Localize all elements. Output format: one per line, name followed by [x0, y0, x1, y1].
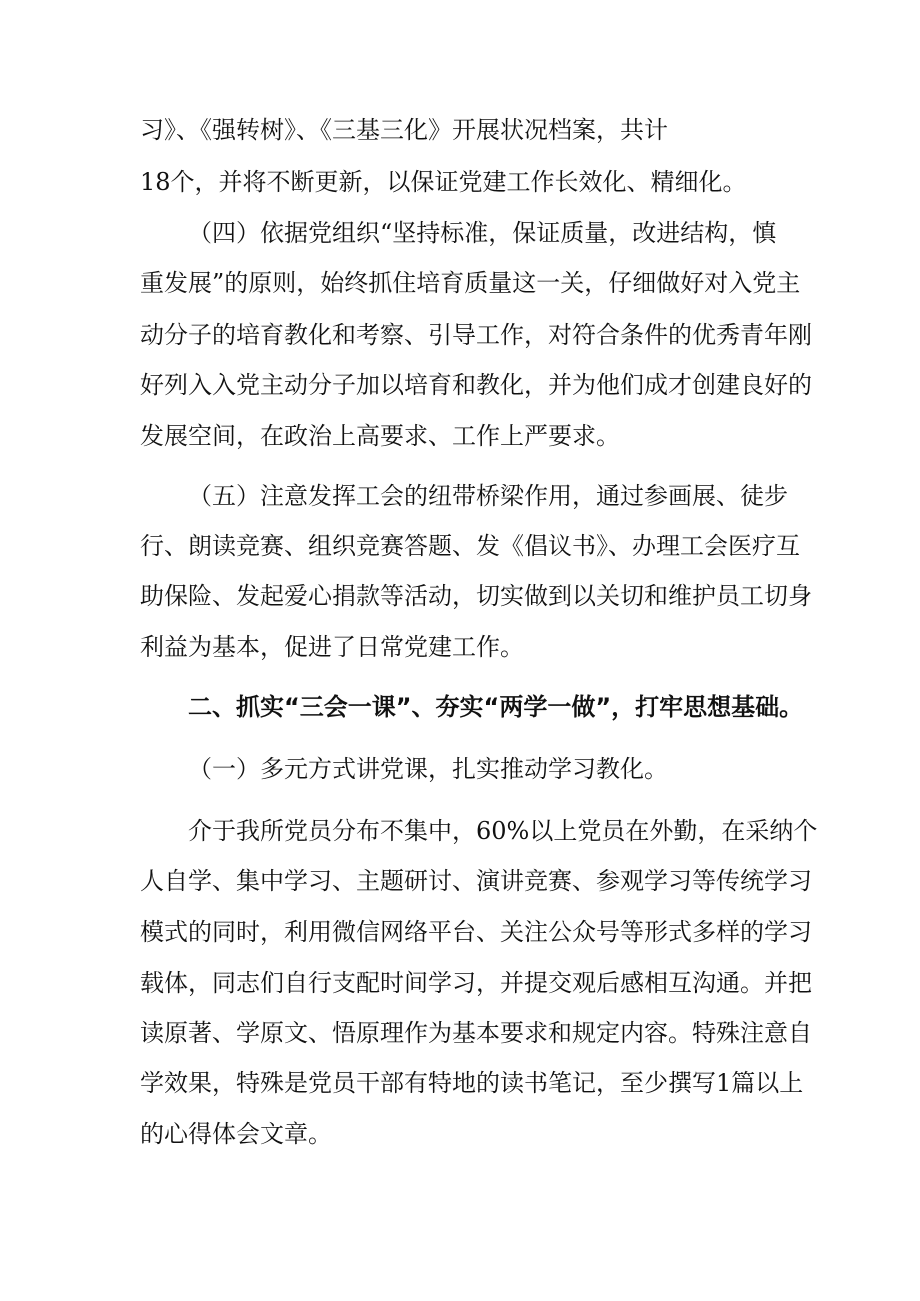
- paragraph-line: 载体，同志们自行支配时间学习，并提交观后感相互沟通。并把: [140, 969, 812, 997]
- paragraph-line: 18个，并将不断更新，以保证党建工作长效化、精细化。: [140, 168, 747, 196]
- paragraph-line: 读原著、学原文、悟原理作为基本要求和规定内容。特殊注意自: [140, 1019, 812, 1047]
- paragraph-line: 介于我所党员分布不集中，60%以上党员在外勤，在采纳个: [188, 817, 818, 845]
- paragraph-line: 发展空间，在政治上高要求、工作上严要求。: [140, 422, 620, 450]
- paragraph-line: （四）依据党组织“坚持标准，保证质量，改进结构，慎: [188, 219, 777, 247]
- paragraph-line: 学效果，特殊是党员干部有特地的读书笔记，至少撰写1篇以上: [140, 1069, 804, 1097]
- paragraph-line: 人自学、集中学习、主题研讨、演讲竞赛、参观学习等传统学习: [140, 867, 812, 895]
- section-heading: 二、抓实“三会一课”、夯实“两学一做”，打牢思想基础。: [188, 693, 804, 721]
- paragraph-line: 模式的同时，利用微信网络平台、关注公众号等形式多样的学习: [140, 918, 812, 946]
- sub-heading: （一）多元方式讲党课，扎实推动学习教化。: [188, 755, 668, 783]
- paragraph-line: 利益为基本，促进了日常党建工作。: [140, 633, 524, 661]
- paragraph-line: 助保险、发起爱心捐款等活动，切实做到以关切和维护员工切身: [140, 582, 812, 610]
- paragraph-line: 的心得体会文章。: [140, 1120, 332, 1148]
- paragraph-line: 习》、《强转树》、《三基三化》开展状况档案，共计: [140, 116, 668, 144]
- paragraph-line: 重发展”的原则，始终抓住培育质量这一关，仔细做好对入党主: [140, 269, 801, 297]
- paragraph-line: 行、朗读竞赛、组织竞赛答题、发《倡议书》、办理工会医疗互: [140, 532, 800, 560]
- paragraph-line: 动分子的培育教化和考察、引导工作，对符合条件的优秀青年刚: [140, 321, 812, 349]
- paragraph-line: （五）注意发挥工会的纽带桥梁作用，通过参画展、徒步: [188, 482, 788, 510]
- paragraph-line: 好列入入党主动分子加以培育和教化，并为他们成才创建良好的: [140, 371, 812, 399]
